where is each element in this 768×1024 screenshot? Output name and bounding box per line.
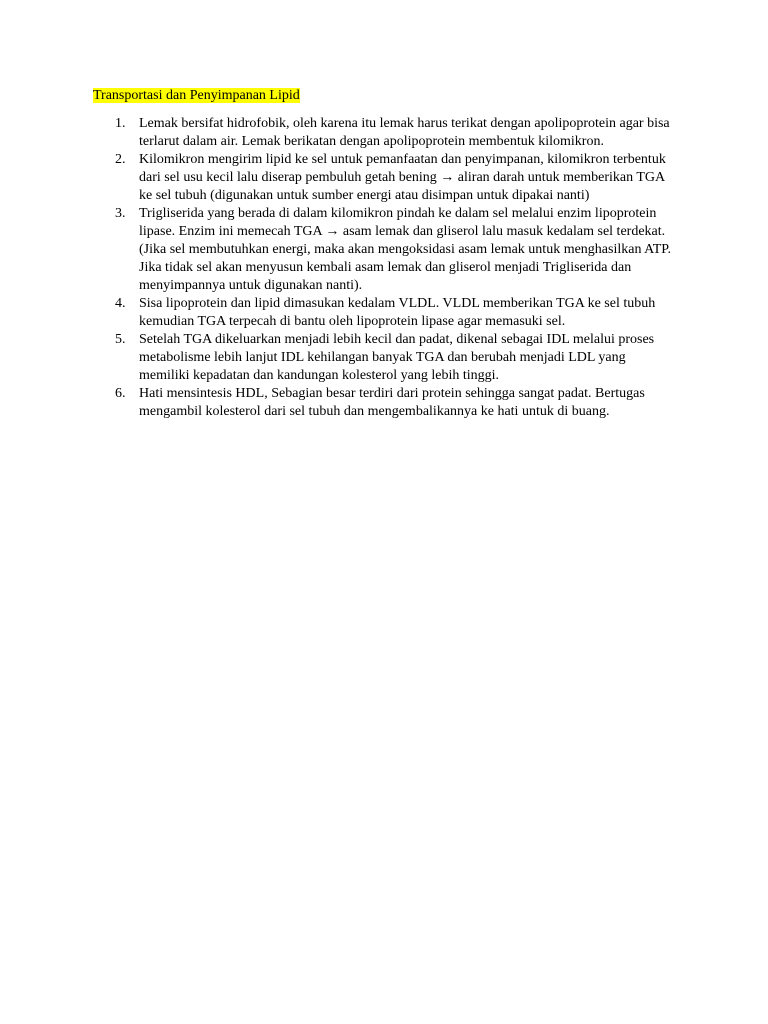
list-item-text: Sisa lipoprotein dan lipid dimasukan kedalam VLDL. VLDL memberikan TGA ke sel tubuh kemudian TGA terpecah di bantu oleh lipoprotein lipase agar memasuki sel. (139, 296, 656, 329)
list-item (93, 385, 678, 421)
list-item-text: Lemak bersifat hidrofobik, oleh karena itu lemak harus terikat dengan apolipoprotein agar bisa terlarut dalam air. Lemak berikatan dengan apolipoprotein membentuk kilomikron. (139, 116, 670, 149)
list-item-number: 1. (115, 116, 126, 131)
list-item (93, 331, 678, 385)
list-item-number: 6. (115, 386, 126, 401)
list-item-number: 3. (115, 206, 126, 221)
document-body (93, 87, 678, 421)
list-item-number: 2. (115, 152, 126, 167)
list-item (93, 115, 678, 151)
list-item (93, 205, 678, 295)
list-item-text: Trigliserida yang berada di dalam kilomikron pindah ke dalam sel melalui enzim lipoprotein lipase. Enzim ini memecah TGA → asam lemak dan gliserol lalu masuk kedalam sel terdekat. (Jika sel membutuhkan energi, maka akan mengoksidasi asam lemak untuk menghasilkan ATP. Jika tidak sel akan menyusun kembali asam lemak dan gliserol menjadi Trigliserida dan menyimpannya untuk digunakan nanti). (139, 206, 672, 293)
list-item-text: Kilomikron mengirim lipid ke sel untuk pemanfaatan dan penyimpanan, kilomikron terbentuk dari sel usu kecil lalu diserap pembuluh getah bening → aliran darah untuk memberikan TGA ke sel tubuh (digunakan untuk sumber energi atau disimpan untuk dipakai nanti) (139, 152, 666, 203)
document-title-text: Transportasi dan Penyimpanan Lipid (93, 88, 300, 103)
list-item-number: 5. (115, 332, 126, 347)
document-title (93, 87, 678, 105)
list-item-text: Setelah TGA dikeluarkan menjadi lebih kecil dan padat, dikenal sebagai IDL melalui proses metabolisme lebih lanjut IDL kehilangan banyak TGA dan berubah menjadi LDL yang memiliki kepadatan dan kandungan kolesterol yang lebih tinggi. (139, 332, 655, 383)
list-item (93, 151, 678, 205)
list-item (93, 295, 678, 331)
list-item-text: Hati mensintesis HDL, Sebagian besar terdiri dari protein sehingga sangat padat. Bertugas mengambil kolesterol dari sel tubuh dan mengembalikannya ke hati untuk di buang. (139, 386, 645, 419)
numbered-list (93, 115, 678, 421)
list-item-number: 4. (115, 296, 126, 311)
